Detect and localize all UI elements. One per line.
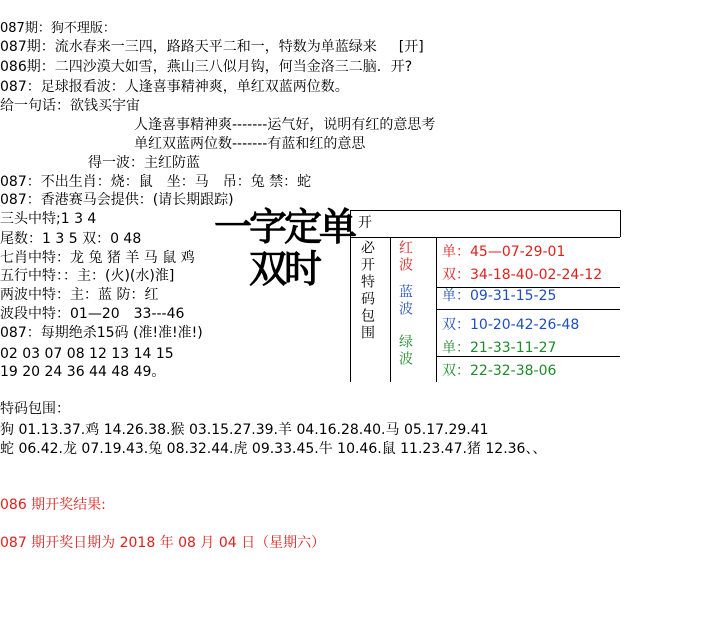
text-line: 087期：流水春来一三四，路路天平二和一，特数为单蓝绿来 [开] <box>0 39 424 55</box>
text-line: 087：足球报看波：人逢喜事精神爽，单红双蓝两位数。 <box>0 79 349 95</box>
red-double-row: 双：34-18-40-02-24-12 <box>442 267 603 283</box>
result-line: 086 期开奖结果: <box>0 497 106 513</box>
text-line: 七肖中特：龙 兔 猪 羊 马 鼠 鸡 <box>0 250 195 266</box>
red-single-row: 单：45—07-29-01 <box>442 244 566 260</box>
section-title: 特码包围： <box>0 401 70 417</box>
text-line: 086期：二四沙漠大如雪，燕山三八似月钩，何当金洛三二脑．开? <box>0 59 413 75</box>
green-single-row: 单：21-33-11-27 <box>442 340 557 356</box>
blue-double-row: 双：10-20-42-26-48 <box>442 317 580 333</box>
text-line: 狗 01.13.37.鸡 14.26.38.猴 03.15.27.39.羊 04.16.28.40.马 05.17.29.41 <box>0 422 489 438</box>
text-line: 波段中特：01—20 33---46 <box>0 306 185 322</box>
text-line: 087：不出生肖：烧：鼠 坐：马 吊：兔 禁：蛇 <box>0 174 312 190</box>
tag-open: [开] <box>398 39 424 55</box>
text-line: 五行中特：：主：(火)(水)淮] <box>0 268 175 284</box>
wave-blue-label: 蓝波 <box>397 284 413 318</box>
blue-single-row: 单：09-31-15-25 <box>442 288 557 304</box>
text-line: 人逢喜事精神爽-------运气好，说明有红的意思考 <box>134 117 436 133</box>
prediction-grid <box>350 210 620 382</box>
text-line: 两波中特：主：蓝 防：红 <box>0 287 159 303</box>
wave-green-label: 绿波 <box>397 334 413 368</box>
text-line: 02 03 07 08 12 13 14 15 <box>0 346 174 362</box>
text-line: 三头中特;1 3 4 <box>0 211 97 227</box>
green-double-row: 双：22-32-38-06 <box>442 363 557 379</box>
big-title: 一字定单双时 <box>214 204 355 291</box>
text-line: 蛇 06.42.龙 07.19.43.兔 08.32.44.虎 09.33.45.牛 10.46.鼠 11.23.47.猪 12.36、、 <box>0 441 547 457</box>
text-line: 得一波：主红防蓝 <box>88 155 200 171</box>
grid-left-label: 必开特码包围 <box>359 240 375 342</box>
draw-date-line: 087 期开奖日期为 2018 年 08 月 04 日（星期六） <box>0 535 326 551</box>
text-line: 19 20 24 36 44 48 49。 <box>0 364 166 380</box>
issue-header: 087期：狗不理版： <box>0 21 116 36</box>
text-line: 给一句话：欲钱买宇宙 <box>0 98 140 114</box>
grid-header: 开 <box>358 215 372 231</box>
text-line: 尾数：1 3 5 双：0 48 <box>0 231 142 247</box>
text-line: 单红双蓝两位数-------有蓝和红的意思 <box>134 136 366 152</box>
wave-red-label: 红波 <box>397 240 413 274</box>
text-line: 087：香港赛马会提供：(请长期跟踪) <box>0 192 234 208</box>
text-line: 087：每期绝杀15码 (准!准!准!) <box>0 325 203 341</box>
